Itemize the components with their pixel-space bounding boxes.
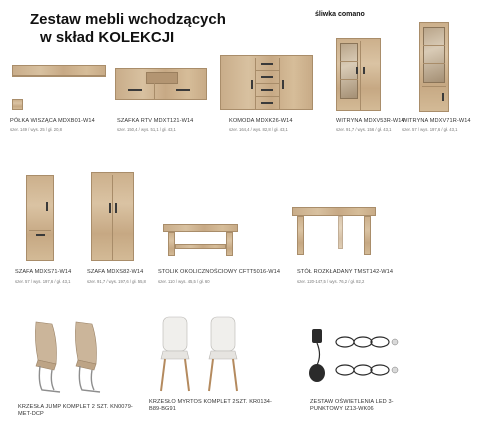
led-driver [309,329,325,382]
dining-table-image[interactable] [292,207,376,255]
jump-chairs-image[interactable] [30,320,120,400]
product-name: WITRYNA MDXV71R-W14 [402,118,471,124]
product-dimensions: szer. 91,7 / wys. 197,6 / gł. 55,8 [87,279,146,284]
product-name: WITRYNA MDXV53R-W14 [336,118,405,124]
product-dimensions: szer. 120-147,5 / wys. 76,2 / gł. 82,2 [297,279,365,284]
product-name: ZESTAW OŚWIETLENIA LED 3-PUNKTOWY IZ13-WK06 [310,399,394,412]
product-name: SZAFKA RTV MDXT121-W14 [117,118,194,124]
vitrine-v53-image[interactable] [336,38,381,111]
page-title-line1: Zestaw mebli wchodzących [30,11,226,28]
led-lighting-image[interactable] [300,325,410,390]
product-name: KRZESŁA JUMP KOMPLET 2 SZT. KN0079-MET-DCP [18,404,133,417]
product-name: KRZESŁO MYRTOS KOMPLET 2SZT. KR0134-B89-BG91 [149,399,272,412]
page-title-line2: w skład KOLEKCJI [40,29,175,46]
shelf-image [12,65,106,77]
product-dimensions: szer. 57 / wys. 197,6 / gł. 43,1 [15,279,71,284]
myrtos-chair-1 [161,317,189,391]
vitrine-v71-image[interactable] [419,22,449,112]
product-dimensions: szer. 91,7 / wys. 156 / gł. 43,1 [336,127,392,132]
led-spots [392,339,398,373]
product-name: PÓŁKA WISZĄCA MDXB01-W14 [10,118,95,124]
wardrobe-s82-image[interactable] [91,172,134,261]
color-variant-label: śliwka comano [315,11,365,18]
myrtos-chairs-image[interactable] [157,315,247,395]
dresser-image[interactable] [220,55,313,110]
product-name: SZAFA MDXS82-W14 [87,269,144,275]
product-dimensions: szer. 149 / wys. 25 / gł. 20,8 [10,127,62,132]
product-name: KOMODA MDXK26-W14 [229,118,293,124]
led-cables [317,337,389,375]
product-dimensions: szer. 57 / wys. 197,6 / gł. 43,1 [402,127,458,132]
jump-chair-2 [75,322,100,392]
product-dimensions: szer. 110 / wys. 45,5 / gł. 60 [158,279,210,284]
coffee-table-image[interactable] [163,220,238,258]
tv-cabinet-image[interactable] [115,68,207,100]
myrtos-chair-2 [209,317,237,391]
jump-chair-1 [35,322,60,392]
product-name: STOLIK OKOLICZNOŚCIOWY CFTT5016-W14 [158,269,281,275]
product-name: STÓŁ ROZKŁADANY TMST142-W14 [297,269,394,275]
shelf-swatch [12,99,23,110]
product-dimensions: szer. 150,4 / wys. 51,1 / gł. 43,1 [117,127,176,132]
wardrobe-s71-image[interactable] [26,175,54,261]
product-dimensions: szer. 164,4 / wys. 82,8 / gł. 43,1 [229,127,288,132]
product-name: SZAFA MDXS71-W14 [15,269,72,275]
